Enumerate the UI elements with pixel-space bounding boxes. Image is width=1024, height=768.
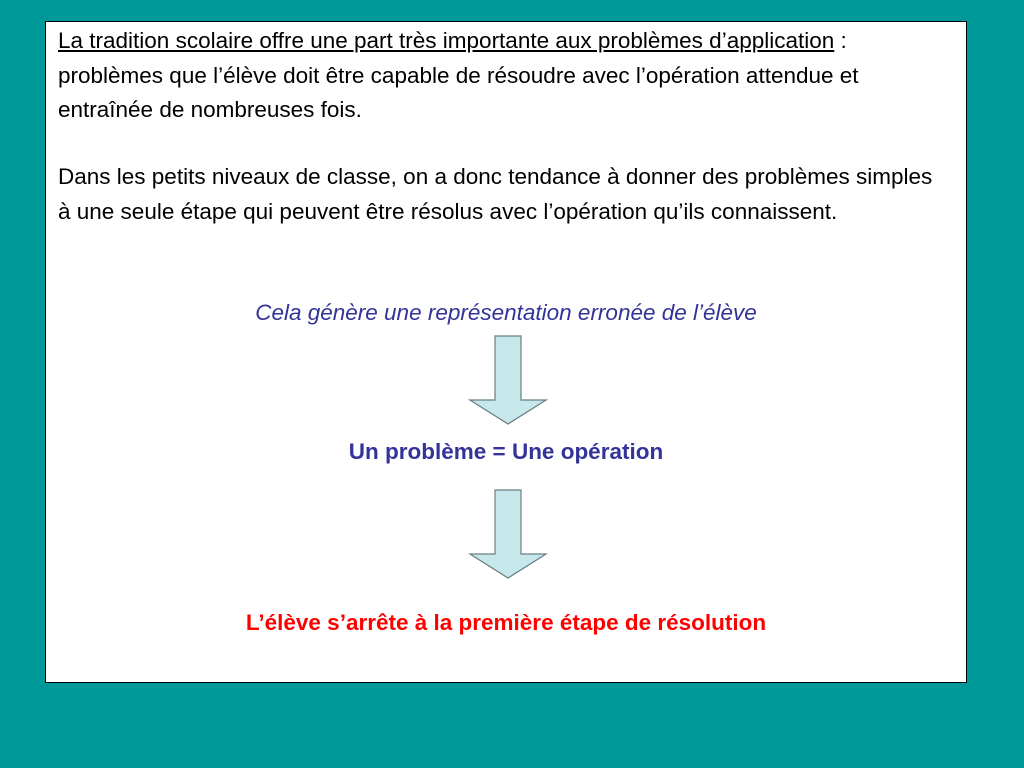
slide-content-box: [45, 21, 967, 683]
statement-equation: Un problème = Une opération: [348, 439, 664, 464]
down-arrow-icon: [468, 335, 548, 425]
paragraph-intro: [58, 24, 938, 128]
paragraph-levels: Dans les petits niveaux de classe, on a donc tendance à donner des problèmes simples à une seule étape qui peuvent être résolus avec l’opération qu’ils connaissent.: [58, 164, 933, 224]
statement-representation: Cela génère une représentation erronée de l’élève: [255, 300, 757, 325]
down-arrow-icon: [468, 489, 548, 579]
underlined-term: La tradition scolaire offre une part très importante aux problèmes d’application: [58, 28, 835, 53]
statement-conclusion: L’élève s’arrête à la première étape de résolution: [245, 610, 767, 635]
intro-continuation: : problèmes que l’élève doit être capable de résoudre avec l’opération attendue et entraînée de nombreuses fois.: [58, 28, 859, 122]
